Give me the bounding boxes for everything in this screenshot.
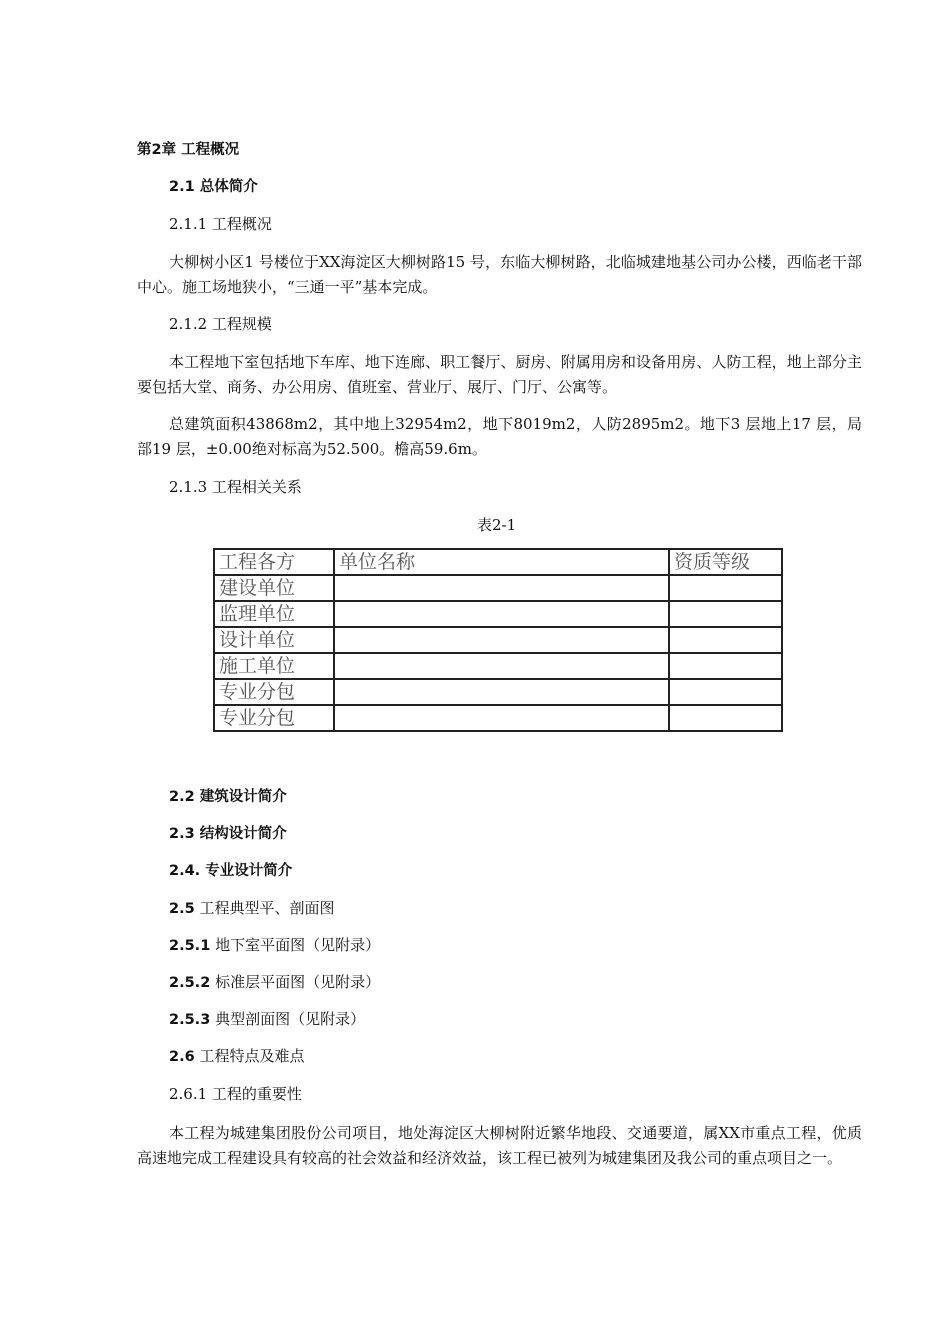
paragraph-area-text: 总建筑面积43868m2，其中地上32954m2，地下8019m2，人防2895m2。地下3 层地上17 层，局部19 层，±0.00绝对标高为52.500。檐高59.6m。 — [137, 415, 862, 458]
section-number: 2.5.2 — [169, 975, 211, 991]
relations-table — [213, 548, 783, 732]
table-cell — [334, 575, 669, 601]
section-number: 2.5 — [169, 901, 195, 917]
table-cell: 施工单位 — [214, 653, 334, 679]
table-cell: 监理单位 — [214, 601, 334, 627]
table-cell: 专业分包 — [214, 679, 334, 705]
table-cell: 建设单位 — [214, 575, 334, 601]
paragraph-importance — [137, 1121, 862, 1171]
table-header-cell: 单位名称 — [334, 549, 669, 575]
subsection-heading-2-6-1: 2.6.1 工程的重要性 — [169, 1085, 302, 1103]
section-heading-2-2: 2.2 建筑设计简介 — [169, 789, 287, 805]
section-number: 2.5.1 — [169, 938, 211, 954]
table-cell — [334, 705, 669, 731]
section-heading-2-3: 2.3 结构设计简介 — [169, 826, 287, 842]
table-cell — [669, 679, 782, 705]
table-header-cell: 资质等级 — [669, 549, 782, 575]
table-row — [214, 601, 782, 627]
subsection-heading-2-1-2: 2.1.2 工程规模 — [169, 315, 272, 333]
section-title: 典型剖面图（见附录） — [210, 1010, 366, 1028]
paragraph-scale-text: 本工程地下室包括地下车库、地下连廊、职工餐厅、厨房、附属用房和设备用房、人防工程，地上部分主要包括大堂、商务、办公用房、值班室、营业厅、展厅、门厅、公寓等。 — [137, 353, 862, 396]
table-row — [214, 653, 782, 679]
paragraph-area — [137, 412, 862, 462]
table-cell — [334, 601, 669, 627]
table-cell — [669, 601, 782, 627]
section-number: 2.5.3 — [169, 1012, 211, 1028]
table-cell — [669, 653, 782, 679]
subsection-heading-2-1-1: 2.1.1 工程概况 — [169, 215, 272, 233]
paragraph-overview — [137, 250, 862, 300]
section-title: 工程典型平、剖面图 — [194, 899, 335, 917]
section-title: 标准层平面图（见附录） — [210, 973, 381, 991]
section-heading-2-5 — [169, 898, 334, 919]
paragraph-overview-text: 大柳树小区1 号楼位于XX海淀区大柳树路15 号，东临大柳树路，北临城建地基公司办公楼，西临老干部中心。施工场地狭小，“三通一平”基本完成。 — [137, 253, 862, 296]
table-cell — [334, 679, 669, 705]
table-header-cell: 工程各方 — [214, 549, 334, 575]
chapter-heading: 第2章 工程概况 — [137, 142, 240, 158]
table-row — [214, 679, 782, 705]
section-title: 工程特点及难点 — [194, 1047, 305, 1065]
section-heading-2-6 — [169, 1046, 304, 1067]
table-cell — [334, 627, 669, 653]
table-cell — [669, 627, 782, 653]
table-row — [214, 705, 782, 731]
section-heading-2-5-3 — [169, 1009, 365, 1030]
table-cell — [334, 653, 669, 679]
section-heading-2-5-1 — [169, 935, 380, 956]
table-cell — [669, 575, 782, 601]
table-cell: 设计单位 — [214, 627, 334, 653]
section-heading-2-4: 2.4. 专业设计简介 — [169, 863, 293, 879]
paragraph-importance-text: 本工程为城建集团股份公司项目，地处海淀区大柳树附近繁华地段、交通要道，属XX市重点工程，优质高速地完成工程建设具有较高的社会效益和经济效益，该工程已被列为城建集团及我公司的重点项目之一。 — [137, 1124, 862, 1167]
paragraph-scale — [137, 350, 862, 400]
table-row — [214, 627, 782, 653]
table-header-row — [214, 549, 782, 575]
table-caption: 表2-1 — [477, 516, 517, 534]
subsection-heading-2-1-3: 2.1.3 工程相关关系 — [169, 478, 302, 496]
section-title: 地下室平面图（见附录） — [210, 936, 381, 954]
table-row — [214, 575, 782, 601]
section-number: 2.6 — [169, 1049, 195, 1065]
section-heading-2-5-2 — [169, 972, 380, 993]
table-cell — [669, 705, 782, 731]
table-cell: 专业分包 — [214, 705, 334, 731]
section-heading-2-1: 2.1 总体简介 — [169, 179, 258, 195]
